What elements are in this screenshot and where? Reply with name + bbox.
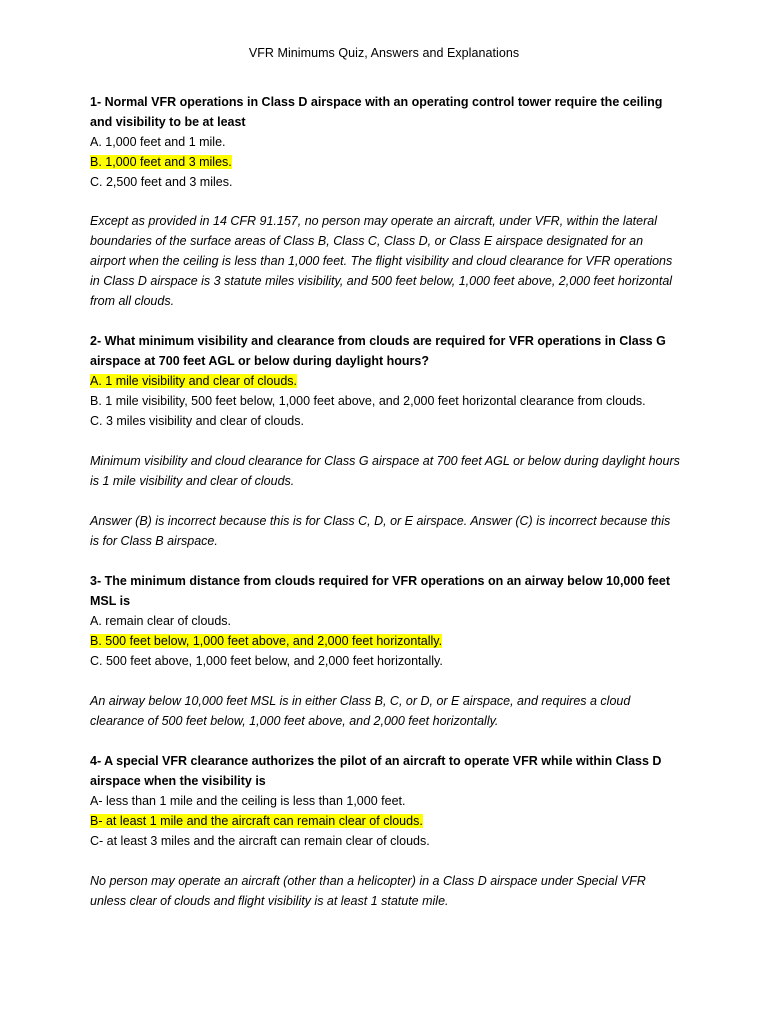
option-a-text: A- less than 1 mile and the ceiling is less than 1,000 feet.	[90, 794, 406, 808]
option-a	[90, 132, 680, 152]
option-a-correct	[90, 371, 680, 391]
option-c	[90, 172, 680, 192]
explanation-2-incorrect-answers: Answer (B) is incorrect because this is for Class C, D, or E airspace. Answer (C) is incorrect because this is for Class B airspace.	[90, 514, 671, 548]
question-3	[90, 571, 680, 671]
option-c-text: C- at least 3 miles and the aircraft can remain clear of clouds.	[90, 834, 430, 848]
explanation-1: Except as provided in 14 CFR 91.157, no person may operate an aircraft, under VFR, within the lateral boundaries of the surface areas of Class B, Class C, Class D, or Class E airspace designated for an airport when the ceiling is less than 1,000 feet. The flight visibility and cloud clearance for VFR operations in Class D airspace is 3 statute miles visibility, and 500 feet below, 1,000 feet above, 2,000 feet horizontal from all clouds.	[90, 214, 673, 308]
option-b-correct	[90, 631, 680, 651]
explanation-3: An airway below 10,000 feet MSL is in either Class B, C, or D, or E airspace, and requires a cloud clearance of 500 feet below, 1,000 feet above, and 2,000 feet horizontally.	[90, 694, 631, 728]
question-text: 4- A special VFR clearance authorizes the pilot of an aircraft to operate VFR while within Class D airspace when the visibility is	[90, 754, 662, 788]
option-c	[90, 651, 680, 671]
option-a-text: A. remain clear of clouds.	[90, 614, 232, 628]
option-c-text: C. 500 feet above, 1,000 feet below, and 2,000 feet horizontally.	[90, 654, 443, 668]
explanation-2: Minimum visibility and cloud clearance for Class G airspace at 700 feet AGL or below during daylight hours is 1 mile visibility and clear of clouds.	[90, 454, 680, 488]
explanation-4: No person may operate an aircraft (other than a helicopter) in a Class D airspace under Special VFR unless clear of clouds and flight visibility is at least 1 statute mile.	[90, 874, 646, 908]
option-c-text: C. 2,500 feet and 3 miles.	[90, 175, 233, 189]
question-4	[90, 751, 680, 851]
option-b	[90, 391, 680, 411]
option-a	[90, 791, 680, 811]
option-c-text: C. 3 miles visibility and clear of clouds.	[90, 414, 304, 428]
question-2	[90, 331, 680, 431]
option-b-correct	[90, 152, 680, 172]
option-c	[90, 411, 680, 431]
question-text: 3- The minimum distance from clouds required for VFR operations on an airway below 10,000 feet MSL is	[90, 574, 670, 608]
option-a-text: A. 1,000 feet and 1 mile.	[90, 135, 226, 149]
document-title: VFR Minimums Quiz, Answers and Explanations	[248, 46, 520, 60]
question-text: 1- Normal VFR operations in Class D airspace with an operating control tower require the ceiling and visibility to be at least	[90, 95, 663, 129]
highlighted-answer: B. 500 feet below, 1,000 feet above, and 2,000 feet horizontally.	[90, 634, 443, 648]
option-b-correct	[90, 811, 680, 831]
option-c	[90, 831, 680, 851]
highlighted-answer: A. 1 mile visibility and clear of clouds.	[90, 374, 298, 388]
option-a	[90, 611, 680, 631]
option-b-text: B. 1 mile visibility, 500 feet below, 1,000 feet above, and 2,000 feet horizontal clearance from clouds.	[90, 394, 646, 408]
highlighted-answer: B- at least 1 mile and the aircraft can remain clear of clouds.	[90, 814, 423, 828]
highlighted-answer: B. 1,000 feet and 3 miles.	[90, 155, 232, 169]
question-text: 2- What minimum visibility and clearance from clouds are required for VFR operations in Class G airspace at 700 feet AGL or below during daylight hours?	[90, 334, 666, 368]
question-1	[90, 92, 680, 192]
